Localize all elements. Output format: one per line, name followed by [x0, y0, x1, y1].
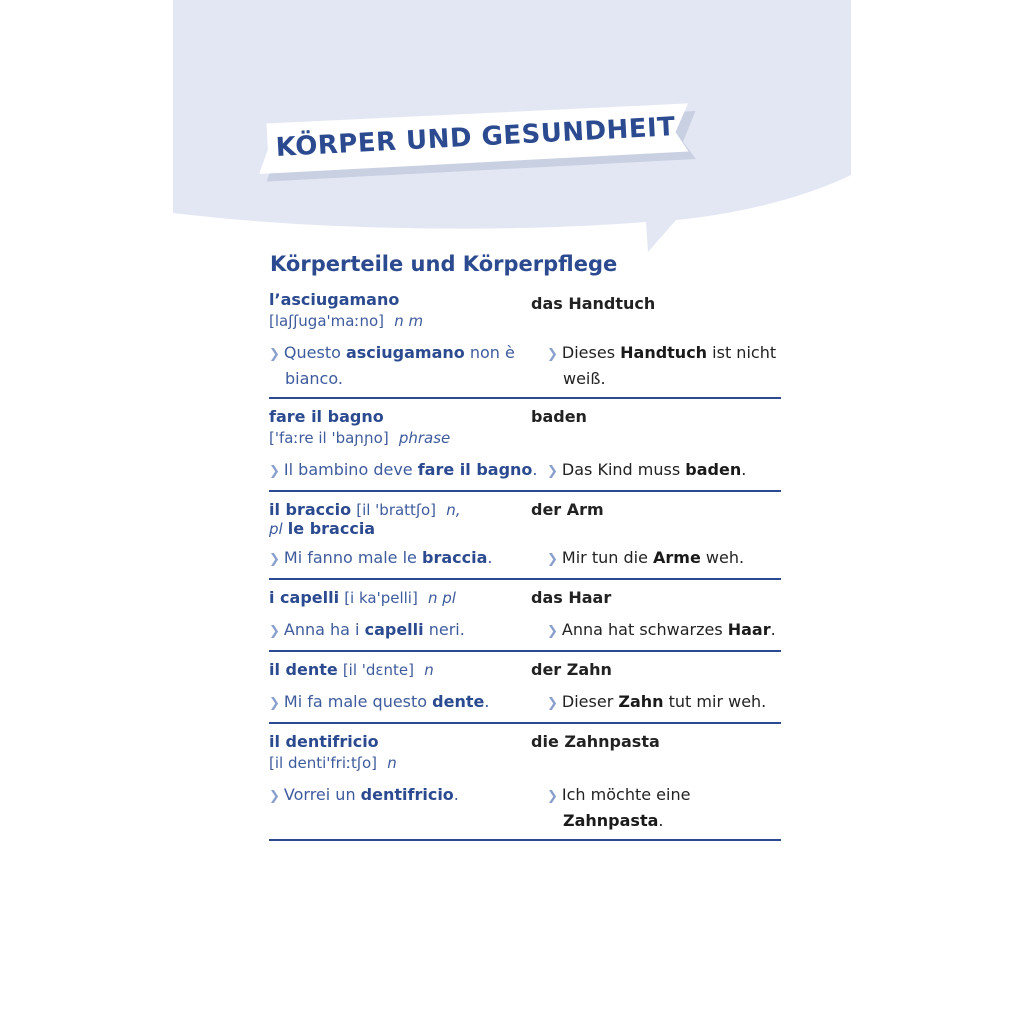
german-translation: der Arm	[531, 500, 604, 519]
vocab-entry	[269, 588, 781, 652]
italian-headword: il dentifricio	[269, 732, 379, 751]
german-translation: baden	[531, 407, 587, 426]
chevron-right-icon: ❯	[547, 624, 558, 639]
part-of-speech: phrase	[398, 429, 451, 447]
italian-example: ❯ Vorrei un dentifricio.	[269, 785, 459, 804]
italian-plural: le braccia	[287, 519, 376, 538]
part-of-speech: n	[424, 661, 434, 679]
pronunciation: [il 'brattʃo]	[356, 501, 437, 519]
german-example: ❯ Ich möchte eine Zahnpasta.	[547, 785, 691, 830]
chevron-right-icon: ❯	[269, 624, 280, 639]
german-example: ❯ Anna hat schwarzes Haar.	[547, 620, 776, 639]
vocab-entry	[269, 407, 781, 492]
german-example: ❯ Das Kind muss baden.	[547, 460, 747, 479]
vocabulary-list	[269, 290, 781, 849]
part-of-speech: n,	[446, 501, 461, 519]
pronunciation: [il 'dɛnte]	[342, 661, 415, 679]
vocab-entry	[269, 290, 781, 399]
german-example: ❯ Mir tun die Arme weh.	[547, 548, 745, 567]
part-of-speech: n m	[394, 312, 424, 330]
section-heading: Körperteile und Körperpflege	[270, 252, 618, 276]
plural-marker: pl	[269, 520, 283, 538]
chevron-right-icon: ❯	[269, 789, 280, 804]
german-example: ❯ Dieser Zahn tut mir weh.	[547, 692, 767, 711]
chevron-right-icon: ❯	[269, 347, 280, 362]
pronunciation: [il denti'friːtʃo]	[269, 754, 378, 772]
chevron-right-icon: ❯	[269, 552, 280, 567]
italian-headword: il braccio	[269, 500, 352, 519]
chapter-title: KÖRPER UND GESUNDHEIT	[275, 112, 677, 164]
italian-headword: fare il bagno	[269, 407, 384, 426]
pronunciation: [i ka'pelli]	[344, 589, 418, 607]
italian-example: ❯ Mi fa male questo dente.	[269, 692, 490, 711]
german-translation: das Haar	[531, 588, 612, 607]
vocab-entry	[269, 732, 781, 841]
part-of-speech: n pl	[428, 589, 456, 607]
italian-headword: i capelli	[269, 588, 340, 607]
chevron-right-icon: ❯	[547, 696, 558, 711]
chevron-right-icon: ❯	[547, 552, 558, 567]
italian-headword: il dente	[269, 660, 338, 679]
chevron-right-icon: ❯	[269, 464, 280, 479]
italian-example: ❯ Mi fanno male le braccia.	[269, 548, 493, 567]
part-of-speech: n	[387, 754, 397, 772]
chevron-right-icon: ❯	[547, 789, 558, 804]
german-translation: das Handtuch	[531, 294, 656, 313]
vocab-entry	[269, 660, 781, 724]
chevron-right-icon: ❯	[547, 347, 558, 362]
vocab-entry	[269, 500, 781, 580]
german-translation: die Zahnpasta	[531, 732, 660, 751]
chevron-right-icon: ❯	[269, 696, 280, 711]
italian-headword: l’asciugamano	[269, 290, 400, 309]
german-example: ❯ Dieses Handtuch ist nicht weiß.	[547, 343, 777, 388]
german-translation: der Zahn	[531, 660, 612, 679]
chevron-right-icon: ❯	[547, 464, 558, 479]
pronunciation: [laʃʃuga'maːno]	[269, 312, 385, 330]
italian-example: ❯ Questo asciugamano non è bianco.	[269, 343, 515, 388]
pronunciation: ['faːre il 'baɲɲo]	[269, 429, 389, 447]
italian-example: ❯ Il bambino deve fare il bagno.	[269, 460, 538, 479]
italian-example: ❯ Anna ha i capelli neri.	[269, 620, 465, 639]
